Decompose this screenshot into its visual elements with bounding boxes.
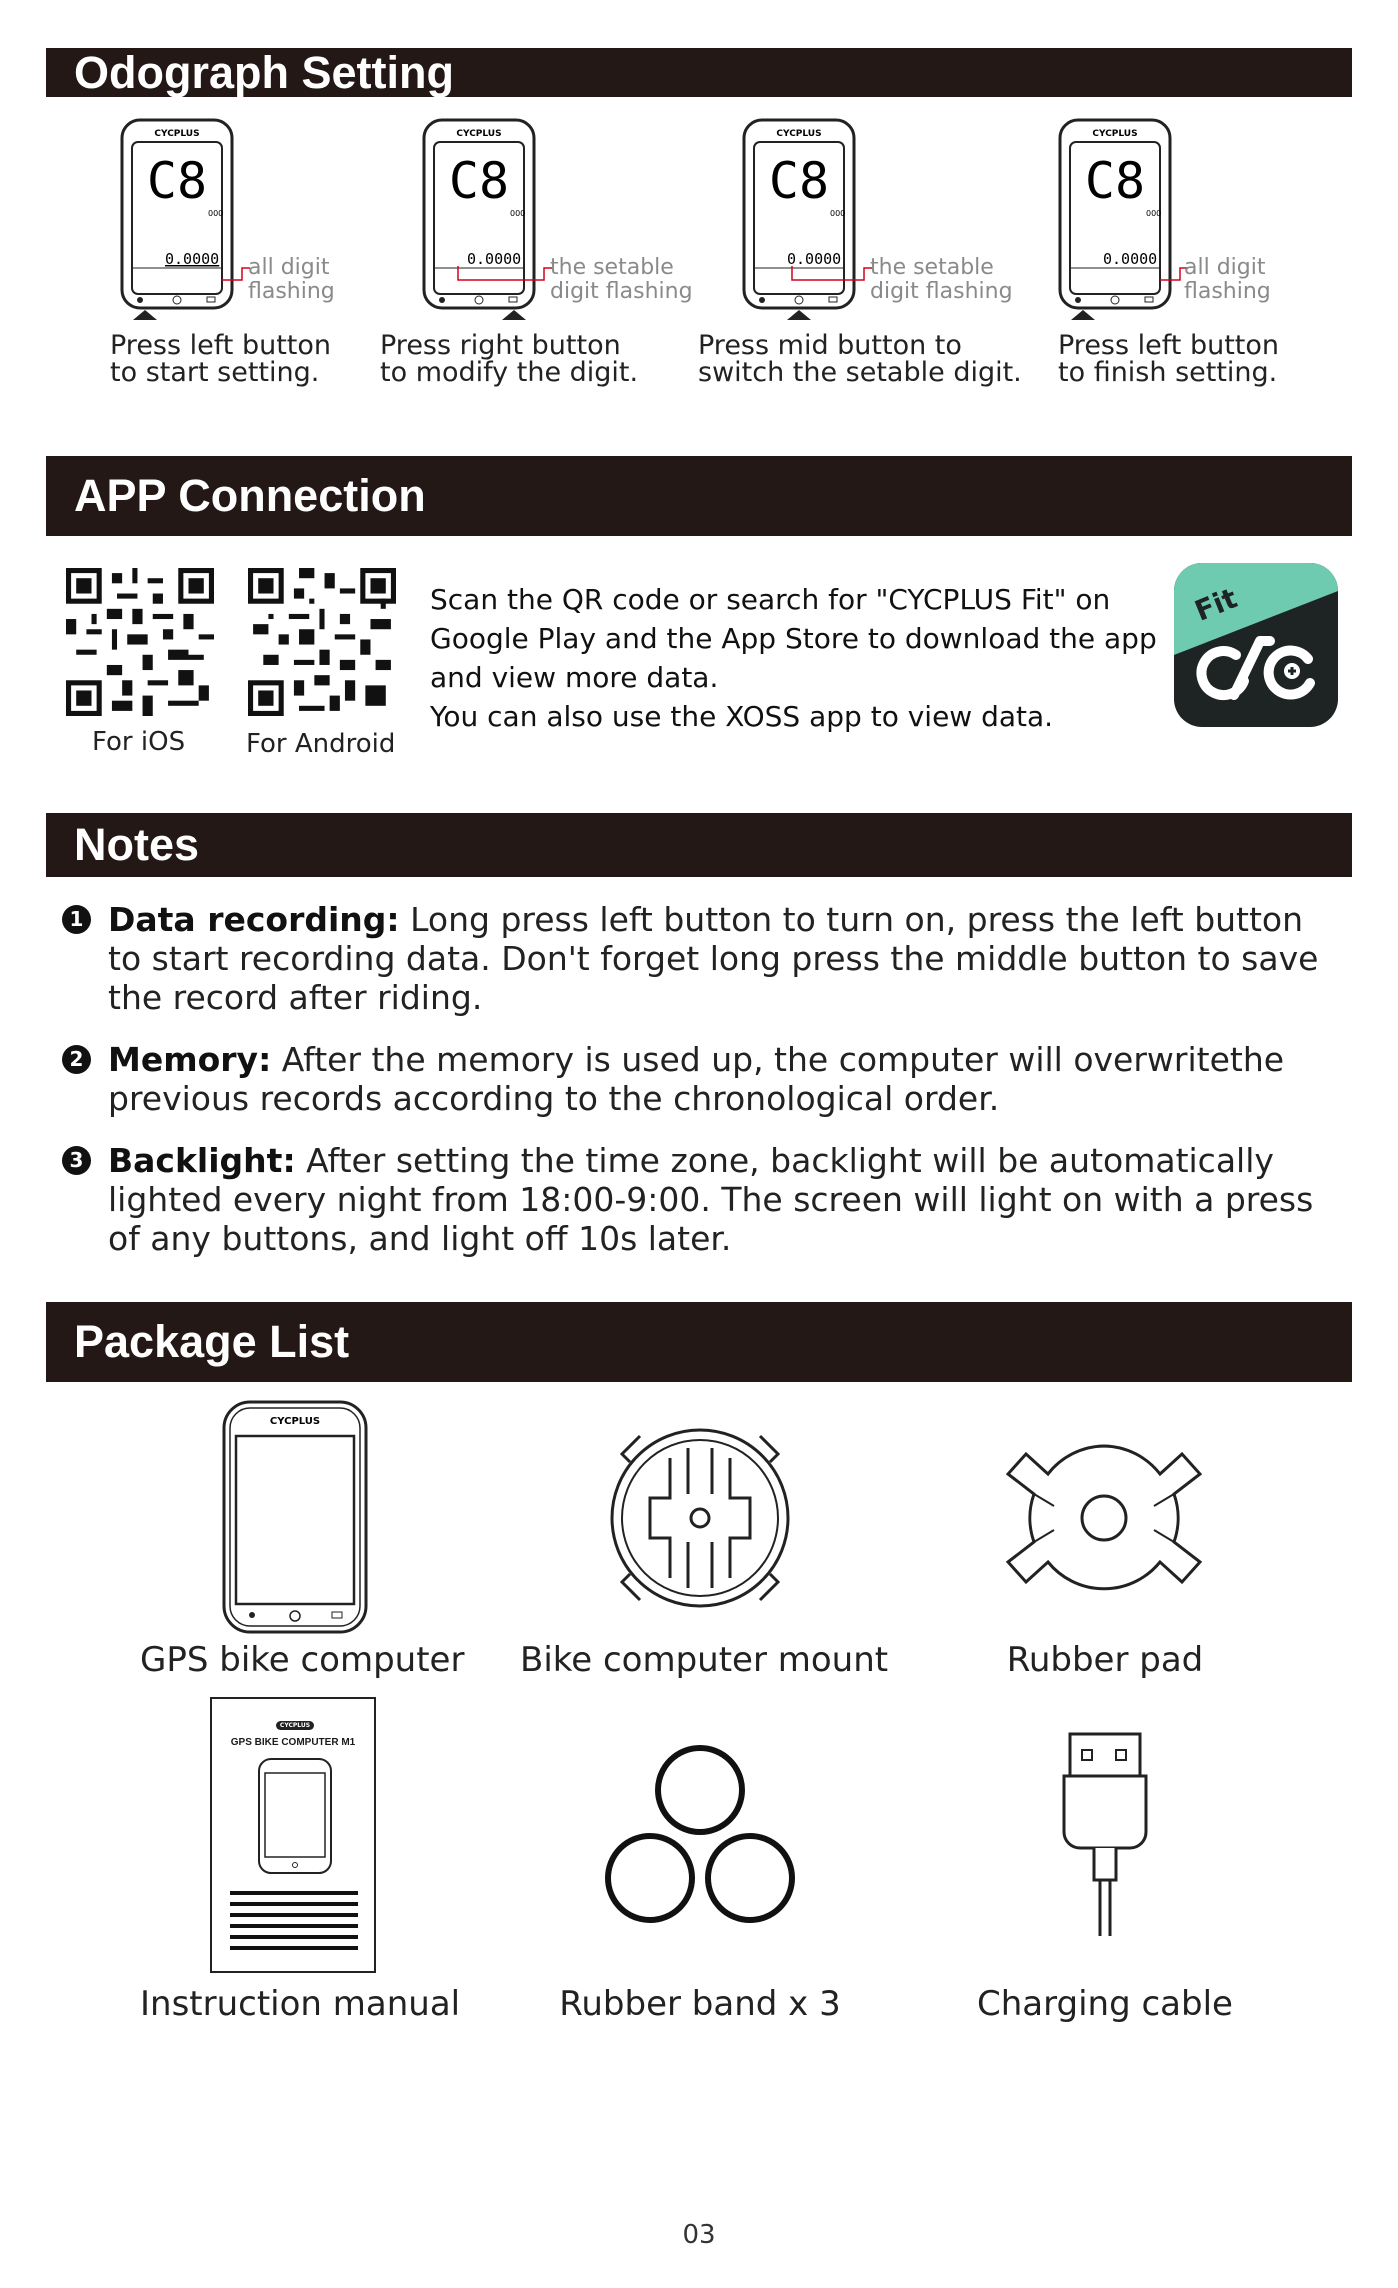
odometer-digits: 0.0000 [165, 250, 220, 268]
note-memory [62, 1040, 1342, 1118]
charging-cable-icon [1060, 1732, 1150, 1938]
note-text: After setting the time zone, backlight will be automatically lighted every night from 18:00-9:00. The screen will light on with a press of any buttons, and light off 10s later. [108, 1141, 1314, 1258]
step-caption: Press right button to modify the digit. [380, 330, 639, 388]
callout-text: the setable digit flashing [550, 255, 693, 304]
package-item-label: Charging cable [977, 1984, 1233, 2024]
section-header-app [46, 456, 1352, 536]
page-number: 03 [682, 2220, 716, 2250]
qr-code-android-icon [248, 568, 396, 716]
note-number-badge: 3 [62, 1146, 91, 1175]
section-header-odograph [46, 48, 1352, 97]
callout-text: all digit flashing [1184, 255, 1271, 304]
svg-text:C8: C8 [448, 152, 510, 210]
note-backlight [62, 1141, 1342, 1258]
step-caption: Press left button to start setting. [110, 330, 332, 388]
section-header-package [46, 1302, 1352, 1382]
package-item-label: Rubber pad [1006, 1640, 1204, 1680]
note-title: Data recording: [108, 900, 400, 939]
gps-bike-computer-icon [220, 1400, 370, 1635]
callout-text: the setable digit flashing [870, 255, 1013, 304]
package-item-label: Bike computer mount [520, 1640, 889, 1680]
svg-text:000: 000 [1146, 209, 1162, 218]
note-title: Backlight: [108, 1141, 296, 1180]
device-brand: CYCPLUS [154, 129, 200, 139]
qr-code-ios-icon [66, 568, 214, 716]
note-title: Memory: [108, 1040, 272, 1079]
package-item-label: Rubber band x 3 [559, 1984, 841, 2024]
app-description: Scan the QR code or search for "CYCPLUS Fit" on Google Play and the App Store to download the app and view more data. You can also use the XOSS app to view data. [430, 583, 1157, 733]
svg-text:C8: C8 [1084, 152, 1146, 210]
note-data-recording [62, 900, 1342, 1017]
cycplus-fit-app-icon [1174, 563, 1338, 727]
svg-text:0.0000: 0.0000 [467, 250, 522, 268]
instruction-manual-icon [210, 1697, 376, 1973]
svg-text:0.0000: 0.0000 [787, 250, 842, 268]
note-number-badge: 2 [62, 1045, 91, 1074]
bike-computer-mount-icon [600, 1418, 800, 1618]
manual-title: GPS BIKE COMPUTER M1 [230, 1737, 356, 1748]
svg-text:000: 000 [208, 209, 224, 218]
svg-text:C8: C8 [768, 152, 830, 210]
svg-text:CYCPLUS: CYCPLUS [456, 129, 502, 139]
svg-text:000: 000 [830, 209, 846, 218]
step-caption: Press left button to finish setting. [1058, 330, 1280, 388]
callout-text: all digit flashing [248, 255, 335, 304]
rubber-band-icon [604, 1744, 796, 1924]
svg-text:0.0000: 0.0000 [1103, 250, 1158, 268]
device-display: C8 [146, 152, 208, 210]
manual-device-icon [256, 1757, 334, 1877]
section-title: Odograph Setting [74, 47, 454, 98]
svg-text:CYCPLUS: CYCPLUS [269, 1416, 321, 1427]
package-item-label: GPS bike computer [140, 1640, 465, 1680]
odograph-step-4 [1048, 118, 1368, 398]
section-header-notes [46, 813, 1352, 877]
package-item-label: Instruction manual [140, 1984, 461, 2024]
svg-text:000: 000 [510, 209, 526, 218]
section-title: APP Connection [74, 470, 426, 521]
svg-text:CYCPLUS: CYCPLUS [1092, 129, 1138, 139]
svg-text:CYCPLUS: CYCPLUS [776, 129, 822, 139]
section-title: Package List [74, 1316, 350, 1367]
note-text: Long press left button to turn on, press the left button to start recording data. Don't forget long press the middle button to save the record after riding. [108, 900, 1319, 1017]
qr-ios-label: For iOS [92, 727, 186, 757]
note-text: After the memory is used up, the computer will overwritethe previous records according to the chronological order. [108, 1040, 1285, 1118]
note-number-badge: 1 [62, 905, 91, 934]
qr-android-label: For Android [246, 729, 396, 759]
rubber-pad-icon [1004, 1418, 1204, 1618]
odograph-step-3 [698, 118, 1092, 398]
section-title: Notes [74, 819, 200, 870]
manual-brand-badge: CYCPLUS [276, 1721, 314, 1730]
svg-text:Fit: Fit [1190, 581, 1242, 628]
step-caption: Press mid button to switch the setable digit. [698, 330, 1022, 388]
